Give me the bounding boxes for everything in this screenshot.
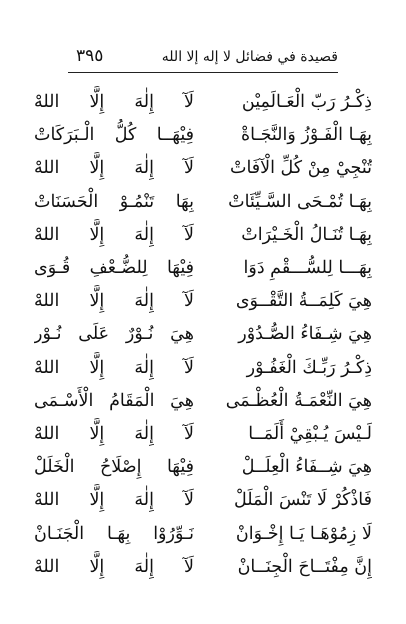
verse (34, 119, 372, 152)
running-title: قصيدة في فضائل لا إله إلا الله (161, 49, 338, 65)
second-hemistich: لَآ إِلٰهَ إِلَّا اللهْ (34, 490, 194, 511)
second-hemistich: لَآ إِلٰهَ إِلَّا اللهْ (34, 158, 194, 179)
verse (34, 451, 372, 484)
second-hemistich: لَآ إِلٰهَ إِلَّا اللهْ (34, 291, 194, 312)
first-hemistich: لَا زِمُوْهَـا يَـا إِخْـوَانْ (235, 523, 372, 544)
second-hemistich: هِيَ نُـوْرٌ عَلَى نُـوْر (34, 324, 194, 345)
verse (34, 318, 372, 351)
second-hemistich: نَـوِّرُوْا بِهَـا الْجَنَـانْ (34, 523, 194, 544)
first-hemistich: ذِكْـرُ رَبّ الْعَـالَمِيْن (241, 92, 372, 113)
verse (34, 285, 372, 318)
first-hemistich: تُنْجِيْ مِنْ كُلِّ الْآفَاتْ (229, 158, 372, 179)
verse (34, 86, 372, 119)
page-header (34, 0, 372, 78)
first-hemistich: لَـيْسَ يُـبْقِيْ أَلَمَــا (248, 423, 372, 444)
second-hemistich: لَآ إِلٰهَ إِلَّا اللهْ (34, 357, 194, 378)
poem (34, 86, 372, 584)
verse (34, 252, 372, 285)
first-hemistich: بِهَـا تُمْـحَى السَّـيِّئَاتْ (228, 191, 372, 212)
first-hemistich: إِنَّ مِفْتَــاحَ الْجِنَــانْ (237, 556, 372, 577)
second-hemistich: فِيْهَا لِلضُّـعْفِ قُـوَى (34, 258, 194, 279)
first-hemistich: ذِكْـرُ رَبِّـكَ الْغَفُـوْر (246, 357, 372, 378)
header-divider (68, 72, 338, 73)
second-hemistich: هِيَ الْمَقَامُ الْأَسْـمَى (34, 390, 194, 411)
second-hemistich: لَآ إِلٰهَ إِلَّا اللهْ (34, 423, 194, 444)
second-hemistich: فِيْهَا إِصْلَاحُ الْخَلَلْ (34, 457, 194, 478)
verse (34, 385, 372, 418)
page-number: ٣٩٥ (76, 46, 104, 66)
first-hemistich: هِيَ شِـفَاءُ الصُّـدُوْر (238, 324, 372, 345)
first-hemistich: فَاذْكُرْ لَا تَنْسَ الْمَلَلْ (234, 490, 372, 511)
first-hemistich: بِهَـا تُنَـالُ الْخَـيْرَاتْ (241, 224, 372, 245)
second-hemistich: فِيْهَــا كُلُّ الْـبَرَكَاتْ (34, 125, 194, 146)
verse (34, 352, 372, 385)
first-hemistich: هِيَ النِّعْمَـةُ الْعُظْـمَى (225, 390, 372, 411)
first-hemistich: هِيَ شِــفَاءُ الْعِلَــلْ (241, 457, 372, 478)
first-hemistich: بِهَـــا لِلسُّـــقْمِ دَوَا (243, 258, 372, 279)
verse (34, 517, 372, 550)
verse (34, 152, 372, 185)
second-hemistich: بِهَا تَنْمُـوْ الْحَسَنَاتْ (34, 191, 194, 212)
second-hemistich: لَآ إِلٰهَ إِلَّا اللهْ (34, 556, 194, 577)
second-hemistich: لَآ إِلٰهَ إِلَّا اللهْ (34, 92, 194, 113)
first-hemistich: بِهَـا الْفَـوْزُ وَالنَّجَـاةْ (240, 125, 372, 146)
verse (34, 186, 372, 219)
verse (34, 418, 372, 451)
first-hemistich: هِيَ كَلِمَــةُ التَّقْــوَى (235, 291, 372, 312)
verse (34, 484, 372, 517)
verse (34, 219, 372, 252)
second-hemistich: لَآ إِلٰهَ إِلَّا اللهْ (34, 224, 194, 245)
verse (34, 551, 372, 584)
